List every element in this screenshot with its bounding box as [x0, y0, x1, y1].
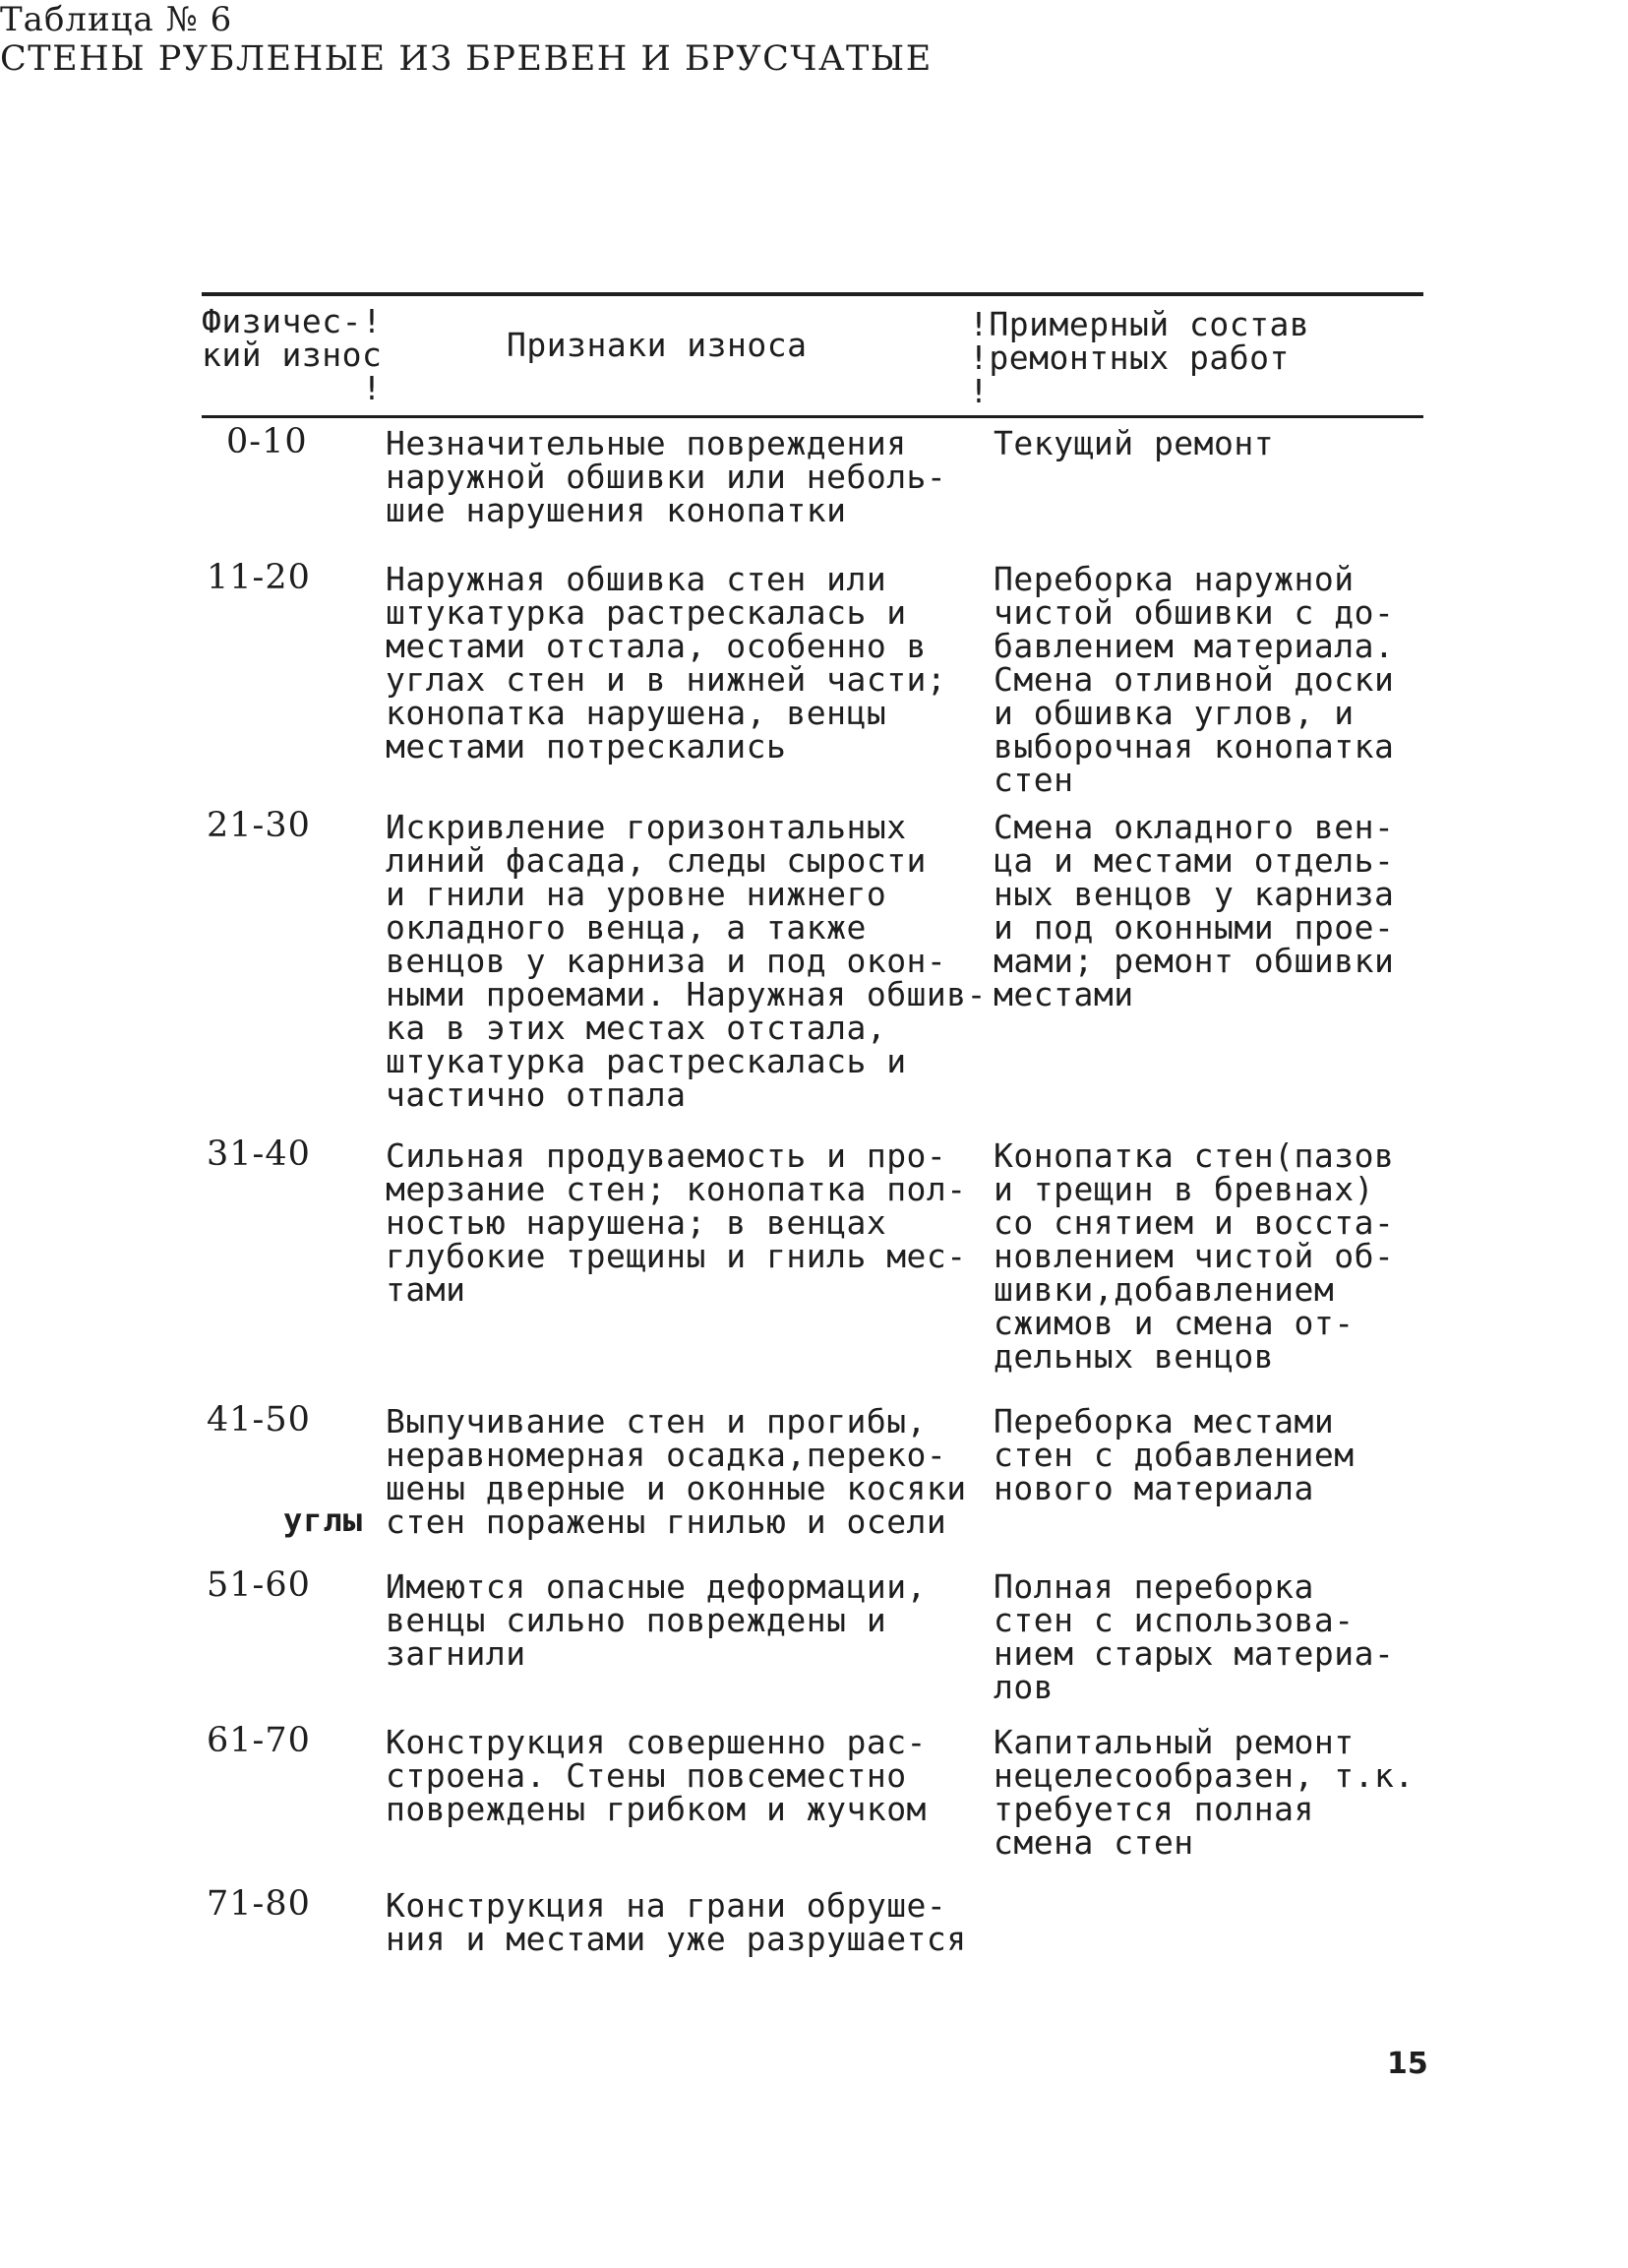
repair-works: Полная переборка стен с использова- нием старых материа- лов	[994, 1567, 1395, 1706]
wear-range: 11-20	[207, 558, 311, 597]
repair-works: Переборка местами стен с добавлением нового материала	[994, 1402, 1355, 1507]
wear-signs: Выпучивание стен и прогибы, неравномерная осадка,переко- шены дверные и оконные косяки стен поражены гнилью и осели	[386, 1402, 967, 1541]
table-top-rule	[202, 292, 1423, 296]
wear-signs: Конструкция на грани обруше- ния и местами уже разрушается	[386, 1886, 967, 1958]
repair-works: Капитальный ремонт нецелесообразен, т.к. требуется полная смена стен	[994, 1723, 1415, 1862]
wear-range: 51-60	[207, 1565, 311, 1605]
header-repair-works: !Примерный состав !ремонтных работ !	[969, 305, 1310, 410]
wear-range: 21-30	[207, 806, 311, 845]
wear-range: 31-40	[207, 1134, 311, 1174]
wear-signs: Наружная обшивка стен или штукатурка растрескалась и местами отстала, особенно в углах стен и в нижней части; конопатка нарушена, венцы местами потрескались	[386, 560, 947, 766]
wear-range: 41-50	[207, 1400, 311, 1440]
repair-works: Текущий ремонт	[994, 424, 1275, 462]
table-header-rule	[202, 415, 1423, 418]
wear-signs: Сильная продуваемость и про- мерзание стен; конопатка пол- ностью нарушена; в венцах глубокие трещины и гниль мес- тами	[386, 1136, 967, 1309]
wear-range: 71-80	[207, 1884, 311, 1924]
repair-works: Переборка наружной чистой обшивки с до- бавлением материала. Смена отливной доски и обшивка углов, и выборочная конопатка стен	[994, 560, 1395, 799]
header-physical-wear: Физичес-! кий износ !	[202, 302, 383, 407]
wear-range: 61-70	[207, 1721, 311, 1760]
wear-range: 0-10	[226, 422, 308, 461]
header-wear-signs: Признаки износа	[507, 326, 808, 364]
wear-range-note: углы	[283, 1502, 364, 1539]
wear-signs: Имеются опасные деформации, венцы сильно повреждены и загнили	[386, 1567, 927, 1673]
page-number: 15	[1387, 2047, 1428, 2081]
wear-signs: Незначительные повреждения наружной обшивки или неболь- шие нарушения конопатки	[386, 424, 947, 529]
page-title: СТЕНЫ РУБЛЕНЫЕ ИЗ БРЕВЕН И БРУСЧАТЫЕ	[0, 39, 933, 79]
wear-signs: Конструкция совершенно рас- строена. Стены повсеместно повреждены грибком и жучком	[386, 1723, 927, 1828]
repair-works: Смена окладного вен- ца и местами отдель- ных венцов у карниза и под оконными прое- мами; ремонт обшивки местами	[994, 808, 1395, 1013]
wear-signs: Искривление горизонтальных линий фасада, следы сырости и гнили на уровне нижнего окладного венца, а также венцов у карниза и под окон- ными проемами. Наружная обшив- ка в этих местах отстала, штукатурка растрескалась и частично отпала	[386, 808, 988, 1114]
repair-works: Конопатка стен(пазов и трещин в бревнах) со снятием и восста- новлением чистой об- шивки,добавлением сжимов и смена от- дельных венцов	[994, 1136, 1395, 1376]
table-number: Таблица № 6	[0, 0, 233, 39]
